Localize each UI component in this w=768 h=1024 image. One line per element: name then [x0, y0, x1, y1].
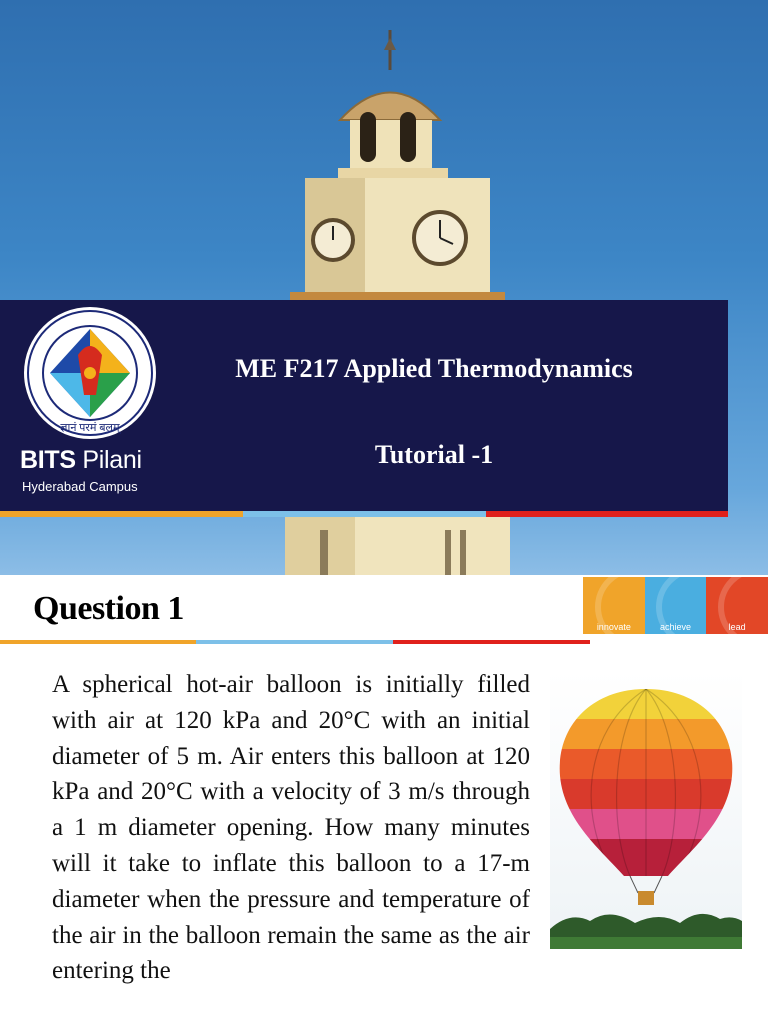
tile-label: achieve — [659, 622, 692, 632]
tile-achieve — [645, 577, 707, 634]
brand-wordmark — [20, 446, 142, 475]
stripe-blue — [196, 640, 393, 644]
stripe-orange — [0, 640, 196, 644]
tile-lead — [706, 577, 768, 634]
stripe-orange — [0, 511, 243, 517]
banner-color-stripe — [0, 511, 728, 517]
brand-tiles — [583, 577, 768, 634]
bits-pilani-emblem — [20, 303, 160, 443]
stripe-red — [393, 640, 590, 644]
hot-air-balloon-image — [550, 671, 742, 949]
stripe-red — [486, 511, 728, 517]
tutorial-subtitle: Tutorial -1 — [374, 440, 494, 469]
logo-motto: ज्ञानं परमं बलम् — [60, 422, 120, 434]
course-title: ME F217 Applied Thermodynamics — [235, 354, 633, 383]
tile-label: lead — [728, 622, 746, 632]
question-body: A spherical hot-air balloon is initially filled with air at 120 kPa and 20°C with an initial diameter of 5 m. Air enters this balloon at 120 kPa and 20°C with a velocity of 3 m/s through a 1 m diameter opening. How many minutes will it take to inflate this balloon to a 17-m diameter when the pressure and temperature of the air in the balloon remain the same as the air entering the — [52, 671, 530, 985]
question-title: Question 1 — [33, 590, 184, 627]
question-color-stripe — [0, 640, 590, 644]
brand-bold: BITS — [20, 446, 76, 474]
stripe-blue — [243, 511, 486, 517]
brand-regular: Pilani — [75, 446, 142, 474]
tile-label: innovate — [596, 622, 631, 632]
tile-innovate — [583, 577, 645, 634]
campus-label: Hyderabad Campus — [22, 479, 138, 494]
